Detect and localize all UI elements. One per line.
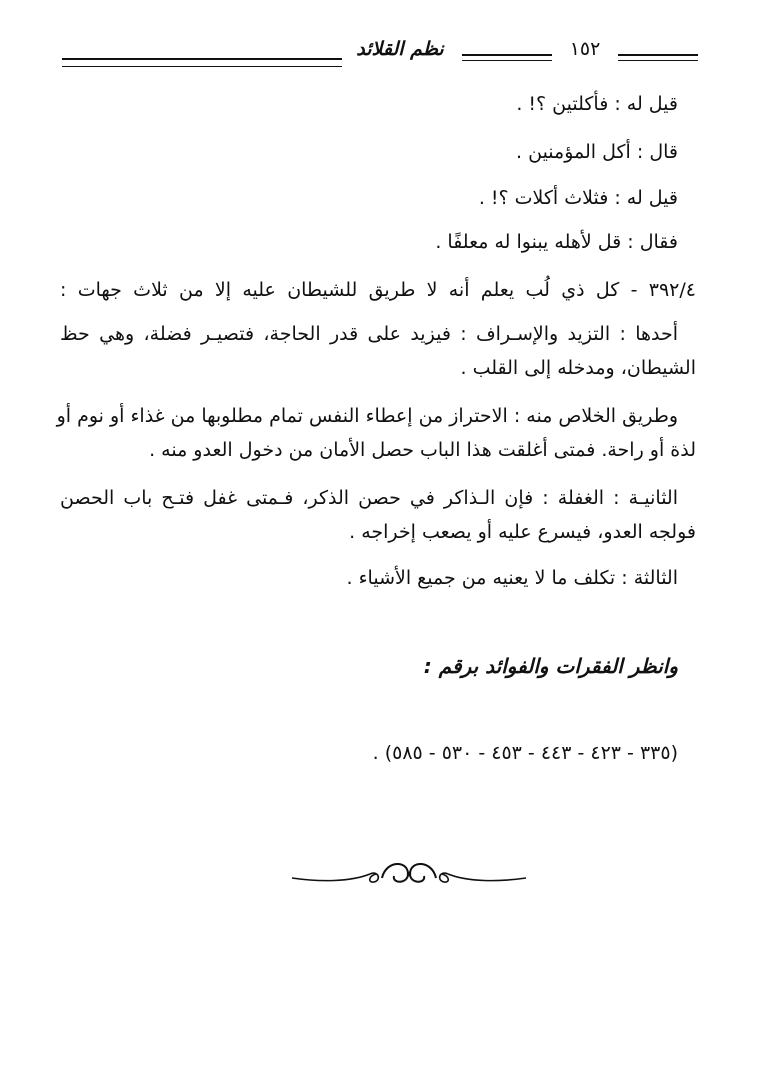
see-also-references: (٣٣٥ - ٤٢٣ - ٤٤٣ - ٤٥٣ - ٥٣٠ - ٥٨٥) . [372,742,678,764]
text-line: قيل له : فثلاث أكلات ؟! . [478,187,678,209]
text-line: ٣٩٢/٤ - كل ذي لُب يعلم أنه لا طريق للشيطان عليه إلا من ثلاث جهات : [60,279,696,301]
header-rule-left [62,58,342,60]
header-rule-mid [462,54,552,56]
end-of-section-flourish-icon [290,852,528,892]
text-line: الثانيـة : الغفلة : فإن الـذاكر في حصن الذكر، فـمتى غفل فتـح باب الحصن [60,487,678,509]
header-rule-right-2 [618,60,698,61]
text-line: فقال : قل لأهله يبنوا له معلفًا . [435,231,678,253]
header-rule-mid-2 [462,60,552,61]
see-also-heading: وانظر الفقرات والفوائد برقم : [423,654,678,678]
text-line: فولجه العدو، فيسرع عليه أو يصعب إخراجه . [349,521,696,543]
header-rule-left-2 [62,66,342,67]
text-line: لذة أو راحة. فمتى أغلقت هذا الباب حصل الأمان من دخول العدو منه . [149,439,696,461]
running-title: نظم القلائد [356,38,444,60]
text-line: قال : أكل المؤمنين . [516,141,678,163]
text-line: قيل له : فأكلتين ؟! . [516,93,678,115]
text-line: وطريق الخلاص منه : الاحتراز من إعطاء النفس تمام مطلوبها من غذاء أو نوم أو [56,405,678,427]
text-line: الشيطان، ومدخله إلى القلب . [460,357,696,379]
page-number: ١٥٢ [569,38,601,60]
text-line: أحدها : التزيد والإسـراف : فيزيد على قدر الحاجة، فتصيـر فضلة، وهي حظ [60,323,678,345]
header-rule-right [618,54,698,56]
text-line: الثالثة : تكلف ما لا يعنيه من جميع الأشياء . [346,567,678,589]
